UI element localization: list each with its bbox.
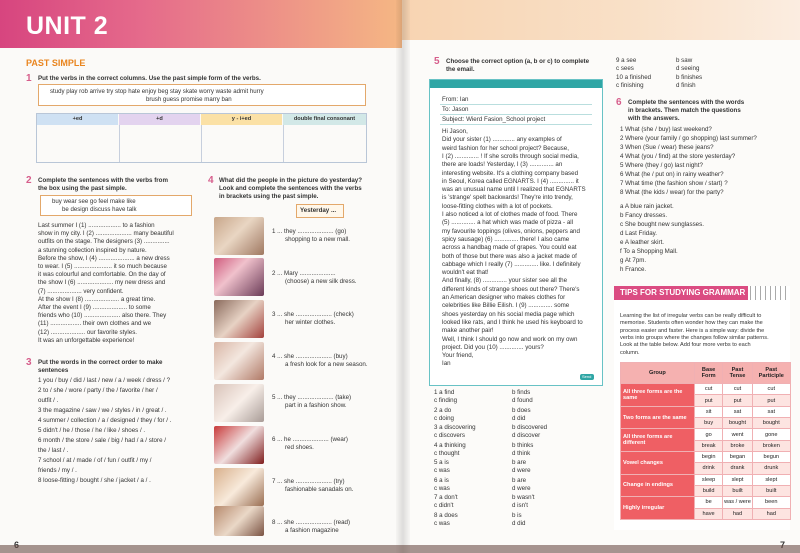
tips-paragraph-line: Look at the table below. Add four more verbs to each bbox=[620, 342, 751, 349]
email-body-line: I also noticed a lot of clothes made of food. There bbox=[442, 211, 578, 218]
option-line: 5 a is bbox=[434, 459, 449, 466]
email-title: New message bbox=[434, 89, 466, 95]
option-line: b saw bbox=[676, 57, 693, 64]
email-body-line: different kinds of strange shoes out there? There's bbox=[442, 285, 580, 293]
grammar-table-cell: cut bbox=[723, 384, 752, 395]
exercise-4-item-continuation: part in a fashion show. bbox=[285, 402, 347, 410]
option-line: d finish bbox=[676, 82, 696, 89]
photo-shopping-mall bbox=[214, 217, 264, 255]
right-header-band bbox=[402, 0, 800, 40]
grammar-table-cell: broken bbox=[752, 440, 790, 451]
exercise-4-item-continuation: red shoes. bbox=[285, 444, 314, 451]
option-line: b wasn't bbox=[512, 494, 535, 501]
grammar-table-cell: broke bbox=[723, 440, 752, 451]
option-line: 8 a does bbox=[434, 511, 458, 519]
exercise-6-answer: b Fancy dresses. bbox=[620, 212, 668, 219]
exercise-4-item: 2 ... Mary ..................... bbox=[272, 269, 336, 277]
email-body-line: shoes yesterday on his social media page which bbox=[442, 310, 575, 318]
tips-paragraph-line: Learning the list of irregular verbs can be really difficult to bbox=[620, 313, 762, 319]
email-body-line: And finally, (8) .............. your sister see all the bbox=[442, 277, 568, 285]
grammar-table-row bbox=[621, 406, 791, 417]
grammar-table-cell: sat bbox=[723, 406, 752, 417]
grammar-table-cell: sat bbox=[752, 406, 790, 417]
grammar-table-row bbox=[621, 452, 791, 463]
grammar-group-label: Change in endings bbox=[621, 474, 695, 497]
exercise-2-line: the show I (6) ..................... my new dress and bbox=[38, 279, 166, 287]
irregular-verbs-table bbox=[620, 362, 791, 520]
photo-winter-clothes bbox=[214, 300, 264, 338]
exercise-6-answer: e A leather skirt. bbox=[620, 239, 665, 246]
email-subject: Subject: Wierd Fasion_School project bbox=[442, 116, 546, 123]
grammar-table-cell: built bbox=[752, 485, 790, 496]
exercise-6-answer: c She bought new sunglasses. bbox=[620, 221, 704, 228]
exercise-3-item: 4 summer / collection / a / designed / they / for / . bbox=[38, 417, 172, 424]
send-button[interactable] bbox=[580, 374, 594, 380]
exercise-3-item: the / last / . bbox=[38, 447, 69, 454]
option-line: 7 a don't bbox=[434, 494, 458, 501]
exercise-2-line: Last summer I (1) ................... to a fashion bbox=[38, 222, 155, 229]
spiral-decoration bbox=[750, 286, 790, 300]
exercise-3-item: 8 loose-fitting / bought / she / jacket / a / . bbox=[38, 477, 151, 484]
exercise-4-instructions-1: What did the people in the picture do yesterday? bbox=[219, 177, 363, 184]
exercise-6-answer: d Last Friday. bbox=[620, 230, 658, 237]
exercise-3-item: outfit / . bbox=[38, 397, 59, 404]
grammar-table-cell: bought bbox=[723, 418, 752, 429]
grammar-table-cell: was / were bbox=[723, 497, 752, 508]
exercise-4-item: 8 ... she ..................... (read) bbox=[272, 519, 351, 527]
exercise-3-number: 3 bbox=[26, 357, 32, 368]
grammar-table-cell: had bbox=[752, 508, 790, 519]
grammar-table-cell: break bbox=[694, 440, 723, 451]
grammar-table-cell: drank bbox=[723, 463, 752, 474]
option-line: b finds bbox=[512, 389, 531, 396]
exercise-4-item: 1 ... they ..................... (go) bbox=[272, 228, 347, 235]
photo-magazine bbox=[214, 506, 264, 536]
photo-new-look bbox=[214, 342, 264, 380]
option-line: d were bbox=[512, 484, 531, 492]
option-line: c sees bbox=[616, 65, 634, 72]
email-body-line: was an unusual name until I realized that EGNARTS bbox=[442, 186, 586, 194]
grammar-table-cell: slept bbox=[752, 474, 790, 485]
grammar-table-header: Past Tense bbox=[723, 363, 752, 384]
exercise-2-instructions-2: the box using the past simple. bbox=[38, 185, 127, 192]
grammar-table-cell: build bbox=[694, 485, 723, 496]
photo-fashion-show bbox=[214, 384, 264, 422]
email-body-line: (5) .............. a hat which was made of pizza - all bbox=[442, 219, 574, 227]
exercise-4-item: 7 ... she ..................... (try) bbox=[272, 477, 345, 485]
exercise-6-instructions-1: Complete the sentences with the words bbox=[628, 99, 745, 106]
unit-title: UNIT 2 bbox=[26, 12, 109, 40]
grammar-table-cell: drink bbox=[694, 463, 723, 474]
column-header-ed: +ed bbox=[37, 114, 118, 125]
exercise-2-line: (7) .................... very confident. bbox=[38, 287, 124, 295]
option-line: 4 a thinking bbox=[434, 441, 466, 449]
email-body-line: interesting website. It's a clothing company based bbox=[442, 169, 579, 177]
grammar-table-row bbox=[621, 497, 791, 508]
exercise-2-line: (12) .................... our favorite styles. bbox=[38, 328, 138, 336]
email-titlebar bbox=[430, 80, 602, 95]
email-window bbox=[429, 79, 603, 386]
option-line: c was bbox=[434, 484, 450, 492]
exercise-2-line: It was an unforgettable experience! bbox=[38, 336, 135, 344]
exercise-3-item: 7 school / at / made / of / fun / outfit / my / bbox=[38, 457, 152, 464]
option-line: d did bbox=[512, 414, 526, 422]
grammar-table-cell: put bbox=[723, 395, 752, 406]
email-from: From: Ian bbox=[442, 96, 469, 103]
email-to: To: Jason bbox=[442, 106, 469, 113]
tips-paragraph-line: verbs into groups where the changes follow similar patterns. bbox=[620, 334, 769, 341]
grammar-table-cell: buy bbox=[694, 418, 723, 429]
option-line: 1 a find bbox=[434, 389, 455, 396]
exercise-4-instructions-2: Look and complete the sentences with the verbs bbox=[219, 185, 362, 192]
exercise-4-number: 4 bbox=[208, 175, 214, 186]
page-footer bbox=[0, 545, 800, 553]
grammar-group-label: Vowel changes bbox=[621, 452, 695, 475]
photo-red-shoes bbox=[214, 426, 264, 464]
photo-silk-dress bbox=[214, 258, 264, 296]
option-line: d did bbox=[512, 519, 526, 527]
exercise-3-instructions-2: sentences bbox=[38, 367, 69, 374]
option-line: d found bbox=[512, 397, 533, 404]
word-box-line-1: buy wear see go feel make like bbox=[52, 198, 136, 205]
email-body-line: Your friend, bbox=[442, 352, 474, 360]
grammar-table-cell: built bbox=[723, 485, 752, 496]
option-line: c doing bbox=[434, 414, 454, 422]
option-line: d think bbox=[512, 449, 531, 457]
yesterday-label: Yesterday ... bbox=[300, 207, 337, 214]
option-line: b are bbox=[512, 476, 527, 484]
section-title: PAST SIMPLE bbox=[26, 58, 86, 68]
exercise-4-item-continuation: fashionable sanadals on. bbox=[285, 485, 354, 493]
option-line: 2 a do bbox=[434, 406, 452, 414]
email-body-line: Did your sister (1) ............. any examples of bbox=[442, 136, 562, 144]
email-body-line: spicy sausage) (6) .............. there! I also came bbox=[442, 235, 570, 243]
exercise-4-item: 4 ... she ..................... (buy) bbox=[272, 352, 348, 360]
tips-paragraph-line: memorise. Students often wonder how they can make the bbox=[620, 320, 763, 327]
email-body-line: in Seoul, Korea called EGNARTS. I (4) .............. it bbox=[442, 177, 579, 185]
grammar-table-cell: cut bbox=[752, 384, 790, 395]
exercise-2-line: At the show I (8) .................... a great time. bbox=[38, 295, 156, 303]
option-line: d seeing bbox=[676, 65, 700, 72]
option-line: d were bbox=[512, 467, 531, 474]
email-body-line: is 'strange' spelt backwards! They're into trendy, bbox=[442, 194, 573, 202]
exercise-1-number: 1 bbox=[26, 73, 32, 84]
email-body-line: looked like rats, and I think he used his keyboard to bbox=[442, 318, 583, 326]
verb-list-line-2: brush guess promise marry ban bbox=[146, 96, 232, 103]
exercise-3-item: 1 you / buy / did / last / new / a / week / dress / ? bbox=[38, 377, 171, 384]
grammar-table-header: Past Participle bbox=[752, 363, 790, 384]
grammar-group-label: Two forms are the same bbox=[621, 406, 695, 429]
grammar-table-cell: had bbox=[723, 508, 752, 519]
exercise-2-instructions-1: Complete the sentences with the verbs from bbox=[38, 177, 168, 184]
option-line: c thought bbox=[434, 449, 460, 457]
exercise-6-question: 2 Where (your family / go shopping) last summer? bbox=[620, 135, 757, 142]
grammar-group-label: Highly irregular bbox=[621, 497, 695, 520]
grammar-table-cell: put bbox=[752, 395, 790, 406]
exercise-6-instructions-2: in brackets. Then match the questions bbox=[628, 107, 741, 114]
exercise-6-instructions-3: with the answers. bbox=[628, 115, 680, 122]
email-body-line: an American designer who makes clothes for bbox=[442, 294, 566, 301]
exercise-3-instructions-1: Put the words in the correct order to make bbox=[38, 359, 163, 366]
book-gutter bbox=[396, 0, 410, 553]
email-body-line: weird fashion for her school project? Because, bbox=[442, 144, 569, 152]
right-page bbox=[402, 0, 800, 553]
grammar-table-cell: begun bbox=[752, 452, 790, 463]
exercise-6-answer: a A blue rain jacket. bbox=[620, 203, 674, 210]
tips-panel bbox=[614, 286, 790, 530]
exercise-2-line: outfits on the stage. The designers (3) ............... bbox=[38, 238, 170, 246]
email-body-line: my favourite toppings (olives, onions, peppers and bbox=[442, 227, 580, 235]
exercise-6-question: 7 What time (the fashion show / start) ? bbox=[620, 180, 728, 187]
exercise-2-number: 2 bbox=[26, 175, 32, 186]
grammar-table-cell: have bbox=[694, 508, 723, 519]
email-body-line: wouldn't eat that! bbox=[442, 269, 489, 277]
option-line: 10 a finished bbox=[616, 74, 652, 81]
exercise-6-answer: g At 7pm. bbox=[620, 257, 647, 264]
grammar-table-cell: begin bbox=[694, 452, 723, 463]
grammar-table-row bbox=[621, 429, 791, 440]
option-line: c was bbox=[434, 519, 450, 527]
grammar-table-cell: been bbox=[752, 497, 790, 508]
grammar-table-header: Base Form bbox=[694, 363, 723, 384]
exercise-3-item: 6 month / the store / sale / big / had / a / store / bbox=[38, 437, 166, 444]
email-body-line: I (2) .............. ! If she scrolls through social media, bbox=[442, 152, 579, 160]
exercise-2-line: to wear. I (5) ...................... it so much because bbox=[38, 263, 167, 270]
exercise-6-question: 5 Where (they / go) last night? bbox=[620, 162, 703, 169]
exercise-2-line: Before the show, I (4) ..................... a new dress bbox=[38, 254, 170, 262]
option-line: d isn't bbox=[512, 502, 528, 509]
exercise-1-instructions: Put the verbs in the correct columns. Use the past simple form of the verbs. bbox=[38, 75, 261, 82]
exercise-6-question: 6 What (he / put on) in rainy weather? bbox=[620, 171, 724, 178]
exercise-5-instructions-1: Choose the correct option (a, b or c) to complete bbox=[446, 58, 590, 65]
exercise-2-line: After the event I (9) .................... to some bbox=[38, 304, 151, 311]
column-header-y-ied: y - i+ed bbox=[201, 114, 282, 125]
grammar-table-row bbox=[621, 384, 791, 395]
exercise-6-question: 3 When (Sue / wear) these jeans? bbox=[620, 144, 714, 151]
tips-title: TIPS FOR STUDYING GRAMMAR bbox=[614, 286, 748, 300]
exercise-2-line: it was colourful and comfortable. On the day of bbox=[38, 271, 166, 279]
exercise-4-item-continuation: a fashion magazine bbox=[285, 527, 339, 535]
option-line: c finding bbox=[434, 397, 458, 404]
exercise-3-item: 2 to / she / wore / party / the / favorite / her / bbox=[38, 387, 158, 394]
exercise-5-number: 5 bbox=[434, 56, 440, 67]
email-body-line: celebrities like Billie Eilish. I (9) .............. some bbox=[442, 302, 570, 310]
exercise-6-answer: f To a Shopping Mall. bbox=[620, 248, 678, 255]
grammar-table-cell: gone bbox=[752, 429, 790, 440]
exercise-6-question: 1 What (she / buy) last weekend? bbox=[620, 126, 712, 133]
email-body-line: cabbage which I really (7) .............. like. I definitely bbox=[442, 260, 581, 268]
exercise-6-answer: h France. bbox=[620, 266, 647, 273]
exercise-2-line: a stunning collection inspired by nature. bbox=[38, 246, 147, 254]
exercise-3-item: 3 the magazine / saw / we / styles / in / great / . bbox=[38, 407, 167, 414]
grammar-table-cell: went bbox=[723, 429, 752, 440]
email-body-line: both of those but there was also a jacket made of bbox=[442, 252, 577, 260]
email-body-line: Hi Jason, bbox=[442, 128, 468, 135]
exercise-4-instructions-3: in brackets using the past simple. bbox=[219, 193, 319, 200]
grammar-table-cell: sit bbox=[694, 406, 723, 417]
email-body-line: loose-fitting clothes with a lot of pockets. bbox=[442, 202, 553, 210]
option-line: c didn't bbox=[434, 502, 454, 509]
word-box-line-2: be design discuss have talk bbox=[62, 206, 137, 213]
exercise-4-item: 6 ... he ..................... (wear) bbox=[272, 436, 348, 443]
exercise-4-item-continuation: her winter clothes. bbox=[285, 319, 336, 327]
exercise-5-instructions-2: the email. bbox=[446, 66, 475, 73]
option-line: d discover bbox=[512, 432, 541, 439]
exercise-2-line: friends who (10) ..................... also there. They bbox=[38, 312, 167, 320]
column-header-d: +d bbox=[119, 114, 200, 125]
email-body-line: Well, I think I should go now and work on my own bbox=[442, 335, 578, 343]
email-body-line: across a handbag made of grapes. You could eat bbox=[442, 244, 577, 252]
option-line: b thinks bbox=[512, 441, 534, 449]
grammar-table-cell: began bbox=[723, 452, 752, 463]
grammar-table-header: Group bbox=[621, 363, 695, 384]
email-body-line: there are loads! Yesterday, I (3) .............. an bbox=[442, 161, 563, 169]
grammar-group-label: All three forms are different bbox=[621, 429, 695, 452]
tips-paragraph-line: column. bbox=[620, 349, 640, 356]
exercise-4-item-continuation: a fresh look for a new season. bbox=[285, 360, 368, 368]
option-line: 3 a discovering bbox=[434, 424, 476, 431]
option-line: b are bbox=[512, 459, 527, 466]
send-button-label: Send bbox=[582, 374, 592, 379]
grammar-table-cell: slept bbox=[723, 474, 752, 485]
grammar-table-cell: go bbox=[694, 429, 723, 440]
grammar-table-cell: sleep bbox=[694, 474, 723, 485]
exercise-4-item-continuation: (choose) a new silk dress. bbox=[285, 277, 357, 285]
option-line: 6 a is bbox=[434, 476, 449, 484]
exercise-4-item-continuation: shopping to a new mall. bbox=[285, 236, 351, 243]
email-body-line: make another pair! bbox=[442, 327, 494, 335]
exercise-6-question: 8 What (the kids / wear) for the party? bbox=[620, 189, 724, 196]
option-line: b does bbox=[512, 406, 531, 414]
grammar-table-cell: be bbox=[694, 497, 723, 508]
option-line: c discovers bbox=[434, 432, 465, 439]
option-line: 9 a see bbox=[616, 57, 637, 64]
verb-list-line-1: study play rob arrive try stop hate enjoy beg stay skate worry waste admit hurry bbox=[50, 88, 264, 95]
option-line: c was bbox=[434, 467, 450, 474]
option-line: b discovered bbox=[512, 424, 548, 431]
photo-sandals bbox=[214, 468, 264, 506]
exercise-6-number: 6 bbox=[616, 97, 622, 108]
exercise-4-item: 5 ... they ..................... (take) bbox=[272, 394, 352, 402]
column-header-double-consonant: double final consonant bbox=[283, 114, 366, 125]
verb-columns-table bbox=[36, 113, 367, 163]
email-body-line: Ian bbox=[442, 360, 451, 368]
option-line: b finishes bbox=[676, 74, 703, 81]
exercise-2-line: show in my city. I (2) ..................... many beautiful bbox=[38, 230, 174, 238]
email-body-line: project. Did you (10) .............. yours? bbox=[442, 343, 544, 351]
exercise-6-question: 4 What (you / find) at the store yesterday? bbox=[620, 153, 736, 160]
tips-paragraph-line: process easier and faster. Here is a simple way: divide the bbox=[620, 327, 765, 334]
exercise-3-item: friends / my / . bbox=[38, 467, 77, 474]
grammar-table-cell: put bbox=[694, 395, 723, 406]
grammar-group-label: All three forms are the same bbox=[621, 384, 695, 407]
option-line: b is bbox=[512, 511, 522, 519]
option-line: c finishing bbox=[616, 82, 644, 89]
grammar-table-cell: cut bbox=[694, 384, 723, 395]
grammar-table-cell: bought bbox=[752, 418, 790, 429]
grammar-table-row bbox=[621, 474, 791, 485]
exercise-4-item: 3 ... she ..................... (check) bbox=[272, 311, 354, 319]
exercise-2-line: (11) .................. their own clothes and we bbox=[38, 320, 152, 328]
exercise-3-item: 5 didn't / he / those / he / like / shoes / . bbox=[38, 427, 146, 434]
grammar-table-cell: drunk bbox=[752, 463, 790, 474]
